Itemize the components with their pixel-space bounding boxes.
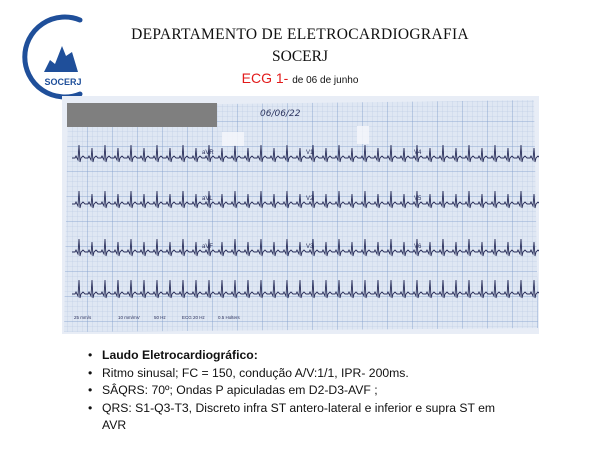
report-item: • Ritmo sinusal; FC = 150, condução A/V:1/1, IPR- 200ms. [88,365,568,383]
department-title: DEPARTAMENTO DE ELETROCARDIOGRAFIA [131,26,469,43]
paper-glare [222,132,244,146]
ecg-label: ECG 1- [241,70,289,86]
lead-label: V3 [306,244,314,250]
report-item: • QRS: S1-Q3-T3, Discreto infra ST antero-lateral e inferior e supra ST em [88,400,568,418]
paper-glare [357,126,369,144]
lead-label: V2 [306,196,314,202]
report-heading [88,347,568,365]
lead-label: aVR [202,150,214,156]
lead-label: aVF [202,244,214,250]
ecg-footer-text: 25 mm/s [74,315,92,320]
lead-label: V4 [414,150,422,156]
handwritten-date: 06/06/22 [260,109,301,119]
lead-label: V1 [306,150,314,156]
svg-text:SOCERJ: SOCERJ [44,77,82,87]
lead-label: aVL [202,196,213,202]
report-item-continuation: AVR [102,418,127,433]
redacted-patient-info [67,103,217,127]
lead-label: V5 [414,196,422,202]
ecg-footer-text: 50 Hz [154,315,166,320]
report-heading-text: Laudo Eletrocardiográfico [102,348,254,362]
socerj-logo [22,12,102,102]
ecg-tracing-image [62,96,539,334]
ecg-date: de 06 de junho [292,75,359,86]
report-heading-suffix: : [253,348,258,362]
report-item: • SÂQRS: 70º; Ondas P apiculadas em D2-D3-AVF ; [88,382,568,400]
ecg-footer-text: 0.5 Holters [218,315,240,320]
ecg-subtitle [100,70,500,86]
ecg-footer-text: ECG 20 Hz [182,315,205,320]
lead-label: V6 [414,244,422,250]
ecg-report [88,347,568,435]
ecg-footer-text: 10 mm/mV [118,315,140,320]
society-title: SOCERJ [272,48,328,65]
